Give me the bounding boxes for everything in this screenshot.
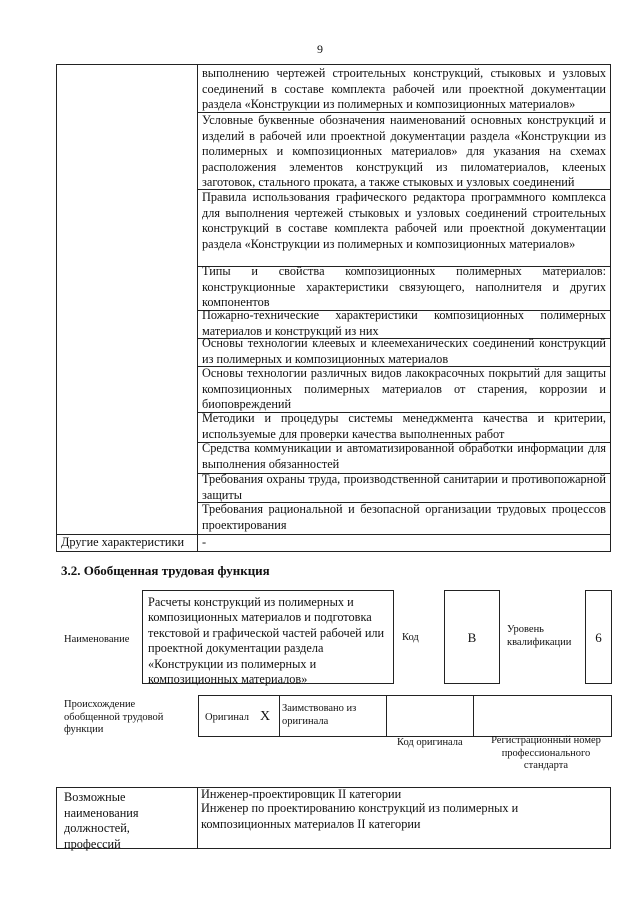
origin-label: Происхождение обобщенной трудовой функции [64,699,164,735]
original-label: Оригинал [205,712,249,723]
knowledge-item: Правила использования графического редактора программного комплекса для выполнения чертежей стыковых и узловых соединений строительных конструкций в составе комплекта рабочей или проектной документации раздела «Конструкции из полимерных и композиционных материалов» [202,190,606,251]
name-label: Наименование [64,634,130,645]
knowledge-item: Методики и процедуры системы менеджмента качества и критерии, используемые для проверки качества выполненных работ [202,411,606,441]
other-characteristics-label: Другие характеристики [61,535,185,549]
knowledge-item: выполнению чертежей строительных конструкций, стыковых и узловых соединений в составе комплекта рабочей или проектной документации раздела «Конструкции из полимерных и композиционных материалов» [202,66,606,112]
code-original-caption: Код оригинала [397,737,463,748]
knowledge-item: Основы технологии различных видов лакокрасочных покрытий для защиты композиционных полимерных материалов от старения, коррозии и биоповреждений [202,366,606,412]
code-value: B [444,590,500,684]
section-title: 3.2. Обобщенная трудовая функция [61,563,270,578]
knowledge-item: Требования рациональной и безопасной организации трудовых процессов проектирования [202,502,606,532]
page-number: 9 [317,42,323,56]
knowledge-item: Средства коммуникации и автоматизированной обработки информации для выполнения обязанностей [202,441,606,471]
code-label: Код [402,632,419,643]
knowledge-item: Основы технологии клеевых и клеемеханических соединений конструкций из полимерных и композиционных материалов [202,336,606,366]
qualification-level-value: 6 [585,590,612,684]
position-item: Инженер-проектировщик II категории [201,787,402,801]
knowledge-item: Пожарно-технические характеристики композиционных полимерных материалов и конструкций из них [202,308,606,338]
borrowed-label: Заимствовано из оригинала [282,703,357,727]
knowledge-item: Требования охраны труда, производственной санитарии и противопожарной защиты [202,472,606,502]
qualification-level-label: Уровень квалификации [507,624,572,648]
original-mark: X [260,709,271,724]
positions-label: Возможные наименования должностей, профессий [64,790,139,851]
gtf-name-value: Расчеты конструкций из полимерных и композиционных материалов и подготовка текстовой и графической частей рабочей или проектной документации раздела «Конструкции из полимерных и композиционных материалов» [142,590,394,684]
reg-number-caption: Регистрационный номер профессионального стандарта [491,735,601,771]
knowledge-item: Условные буквенные обозначения наименований основных конструкций и изделий в рабочей или проектной документации раздела «Конструкции из полимерных и композиционных материалов» для указания на схемах расположения элементов конструкций из пиломатериалов, клееных заготовок, стального проката, а также стыковых и узловых соединений [202,113,606,190]
knowledge-item: Типы и свойства композиционных полимерных материалов: конструкционные характеристики связующего, наполнителя и других компонентов [202,264,606,310]
position-item: Инженер по проектированию конструкций из полимерных и композиционных материалов II категории [201,801,519,831]
other-characteristics-value: - [202,535,207,549]
